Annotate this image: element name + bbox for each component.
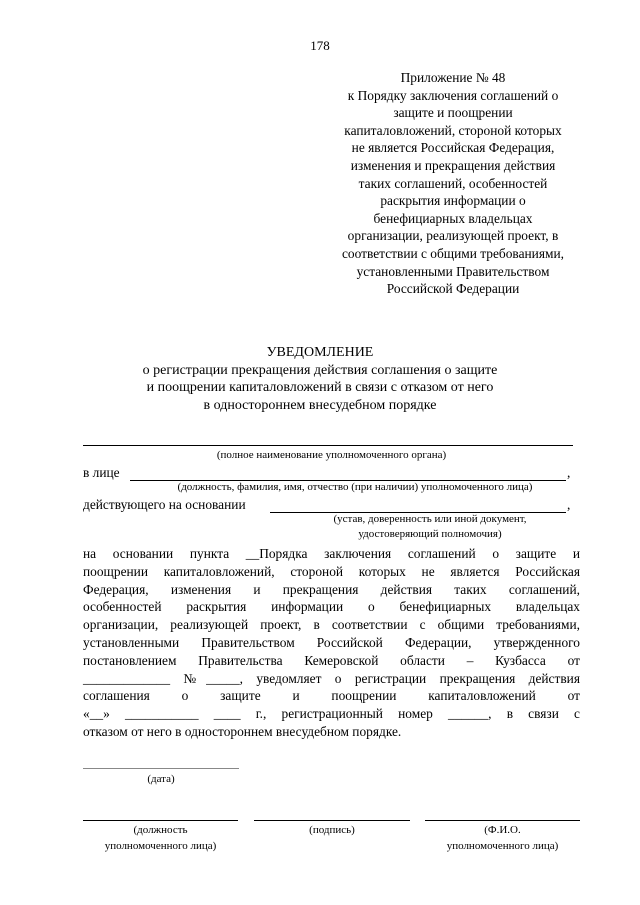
title-subtitle-line: о регистрации прекращения действия соглашения о защите [142,362,498,378]
date-caption: (дата) [147,773,175,785]
appendix-line: капиталовложений, стороной которых [344,122,562,138]
basis-label: действующего на основании [83,497,246,512]
body-line: на основании пункта __Порядка заключения соглашений о защите и [83,546,580,561]
name-field[interactable] [425,820,580,821]
appendix-line: к Порядку заключения соглашений о [347,87,559,103]
position-field[interactable] [83,820,238,821]
position-caption-2: уполномоченного лица) [104,840,217,852]
appendix-line: изменения и прекращения действия [350,157,556,173]
body-line: поощрении капиталовложений, стороной которых не является Российская [83,563,580,579]
body-line: постановлением Правительства Кемеровской области – Кузбасса от [83,652,580,668]
appendix-line: таких соглашений, особенностей [358,175,548,191]
title-heading: УВЕДОМЛЕНИЕ [266,345,374,360]
title-subtitle-line: и поощрении капиталовложений в связи с отказом от него [146,380,494,396]
in-person-label: в лице [83,465,120,480]
basis-caption-2: удостоверяющий полномочия) [358,528,502,540]
title-subtitle-line: в одностороннем внесудебном порядке [203,397,437,413]
position-caption-1: (должность [133,824,188,836]
document-title [0,344,640,414]
page-number: 178 [310,38,330,53]
name-caption-1: (Ф.И.О. [484,824,521,836]
appendix-line: бенефициарных владельцах [373,210,533,226]
signature-field[interactable] [254,820,410,821]
body-line: соглашения о защите и поощрении капиталовложений от [83,688,580,704]
basis-caption-1: (устав, доверенность или иной документ, [333,513,527,525]
appendix-line: Приложение № 48 [400,70,506,85]
appendix-line: защите и поощрении [393,105,513,121]
body-line: особенностей раскрытия информации о бенефициарных владельцах [83,599,580,615]
body-line: организации, реализующей проект, в соответствии с общими требованиями, [83,617,580,633]
body-line: «__» ___________ ____ г., регистрационный номер ______, в связи с [83,706,580,722]
appendix-line: установленными Правительством [356,263,550,279]
notification-body [83,545,580,741]
appendix-line: не является Российская Федерация, [351,140,555,156]
date-field[interactable] [83,768,239,769]
name-caption-2: уполномоченного лица) [446,840,559,852]
body-line: отказом от него в одностороннем внесудебном порядке. [83,723,402,739]
authority-caption: (полное наименование уполномоченного органа) [216,449,447,461]
appendix-line: соответствии с общими требованиями, [341,245,564,261]
appendix-line: раскрытия информации о [380,193,526,209]
appendix-header [312,69,594,298]
body-line: _____________ №_____, уведомляет о регистрации прекращения действия [83,670,580,686]
person-caption: (должность, фамилия, имя, отчество (при наличии) уполномоченного лица) [177,481,533,493]
body-line: Федерация, изменения и прекращения действия таких соглашений, [83,581,580,597]
signature-caption: (подпись) [309,824,355,836]
body-line: установленными Правительством Российской Федерации, утвержденного [83,634,580,650]
basis-comma: , [567,497,571,512]
authority-name-field[interactable] [83,445,573,446]
appendix-line: организации, реализующей проект, в [347,228,559,244]
in-person-comma: , [567,465,571,480]
appendix-line: Российской Федерации [386,281,520,297]
